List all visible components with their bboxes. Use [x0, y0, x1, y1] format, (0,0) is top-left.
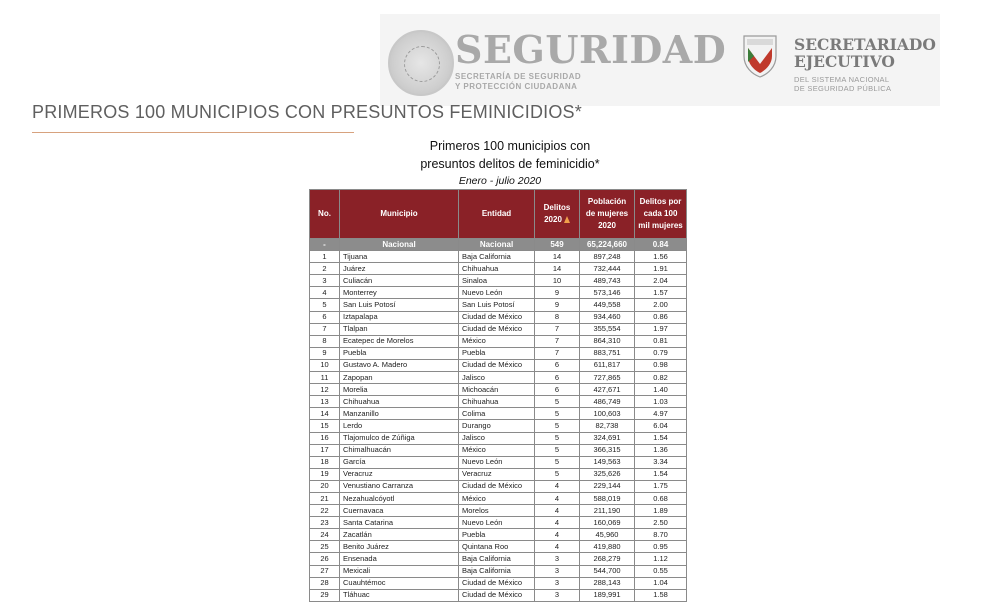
cell-no: 24 [310, 529, 340, 541]
cell-poblacion: 427,671 [580, 384, 635, 396]
cell-entidad: Baja California [459, 251, 535, 263]
table-row [310, 480, 687, 492]
cell-tasa: 1.57 [635, 287, 687, 299]
cell-municipio: Tijuana [340, 251, 459, 263]
table-row [310, 372, 687, 384]
cell-tasa: 8.70 [635, 529, 687, 541]
cell-tasa: 1.97 [635, 323, 687, 335]
cell-entidad: Jalisco [459, 432, 535, 444]
cell-entidad: Sinaloa [459, 275, 535, 287]
cell-delitos: 14 [535, 251, 580, 263]
cell-tasa: 1.03 [635, 396, 687, 408]
cell-entidad: Veracruz [459, 468, 535, 480]
cell-entidad: Chihuahua [459, 396, 535, 408]
column-header-delitos [535, 190, 580, 239]
cell-poblacion: 588,019 [580, 492, 635, 504]
cell-municipio: Monterrey [340, 287, 459, 299]
cell-delitos: 4 [535, 492, 580, 504]
table-title-line-2: presuntos delitos de feminicidio* [420, 157, 600, 171]
table-row [310, 577, 687, 589]
table-row [310, 359, 687, 371]
cell-delitos: 6 [535, 372, 580, 384]
table-row [310, 420, 687, 432]
cell-tasa: 2.00 [635, 299, 687, 311]
cell-poblacion: 883,751 [580, 347, 635, 359]
cell-municipio: Cuernavaca [340, 505, 459, 517]
cell-delitos: 9 [535, 287, 580, 299]
cell-entidad: Ciudad de México [459, 480, 535, 492]
cell-entidad: Puebla [459, 347, 535, 359]
table-header-row [310, 190, 687, 239]
cell-no: 21 [310, 492, 340, 504]
column-header-municipio: Municipio [340, 190, 459, 239]
cell-tasa: 1.58 [635, 589, 687, 601]
table-row [310, 323, 687, 335]
cell-delitos: 5 [535, 408, 580, 420]
table-row [310, 529, 687, 541]
cell-poblacion: 366,315 [580, 444, 635, 456]
cell-no: 29 [310, 589, 340, 601]
cell-municipio: Zapopan [340, 372, 459, 384]
secretariado-title-2: EJECUTIVO [794, 52, 895, 71]
cell-poblacion: 732,444 [580, 263, 635, 275]
column-header-poblacion: Población de mujeres 2020 [580, 190, 635, 239]
cell-tasa: 1.91 [635, 263, 687, 275]
cell-delitos: 3 [535, 577, 580, 589]
secretariado-subtitle-2: DE SEGURIDAD PÚBLICA [794, 84, 892, 93]
table-row [310, 335, 687, 347]
cell-tasa: 0.79 [635, 347, 687, 359]
cell-no: 26 [310, 553, 340, 565]
cell-entidad: Quintana Roo [459, 541, 535, 553]
table-row [310, 553, 687, 565]
cell-delitos: 5 [535, 432, 580, 444]
cell-no: - [310, 239, 340, 251]
cell-no: 7 [310, 323, 340, 335]
cell-municipio: Juárez [340, 263, 459, 275]
cell-entidad: Morelos [459, 505, 535, 517]
table-row [310, 565, 687, 577]
cell-municipio: Iztapalapa [340, 311, 459, 323]
cell-delitos: 14 [535, 263, 580, 275]
cell-poblacion: 45,960 [580, 529, 635, 541]
cell-delitos: 4 [535, 480, 580, 492]
cell-no: 5 [310, 299, 340, 311]
cell-tasa: 1.56 [635, 251, 687, 263]
cell-tasa: 2.04 [635, 275, 687, 287]
table-row [310, 251, 687, 263]
cell-municipio: Lerdo [340, 420, 459, 432]
cell-poblacion: 268,279 [580, 553, 635, 565]
cell-delitos: 5 [535, 468, 580, 480]
municipios-table [309, 189, 687, 602]
cell-poblacion: 489,743 [580, 275, 635, 287]
table-row [310, 263, 687, 275]
cell-tasa: 1.04 [635, 577, 687, 589]
seguridad-logo-title: SEGURIDAD [455, 27, 727, 72]
table-row [310, 287, 687, 299]
cell-delitos: 6 [535, 384, 580, 396]
table-row [310, 444, 687, 456]
cell-poblacion: 864,310 [580, 335, 635, 347]
cell-no: 15 [310, 420, 340, 432]
table-row [310, 275, 687, 287]
cell-delitos: 5 [535, 396, 580, 408]
cell-tasa: 1.36 [635, 444, 687, 456]
table-title-line-1: Primeros 100 municipios con [429, 139, 591, 153]
cell-no: 18 [310, 456, 340, 468]
cell-delitos: 549 [535, 239, 580, 251]
cell-municipio: Cuauhtémoc [340, 577, 459, 589]
cell-entidad: Nuevo León [459, 456, 535, 468]
cell-poblacion: 211,190 [580, 505, 635, 517]
cell-no: 14 [310, 408, 340, 420]
title-underline [32, 132, 354, 133]
table-row [310, 517, 687, 529]
cell-entidad: San Luis Potosí [459, 299, 535, 311]
cell-poblacion: 325,626 [580, 468, 635, 480]
cell-poblacion: 100,603 [580, 408, 635, 420]
cell-entidad: Baja California [459, 553, 535, 565]
cell-municipio: Nacional [340, 239, 459, 251]
cell-no: 3 [310, 275, 340, 287]
cell-municipio: Manzanillo [340, 408, 459, 420]
column-header-tasa: Delitos por cada 100 mil mujeres [635, 190, 687, 239]
secretariado-subtitle-1: DEL SISTEMA NACIONAL [794, 75, 890, 84]
cell-delitos: 3 [535, 589, 580, 601]
cell-municipio: Tlajomulco de Zúñiga [340, 432, 459, 444]
cell-delitos: 7 [535, 347, 580, 359]
table-row [310, 396, 687, 408]
cell-delitos: 8 [535, 311, 580, 323]
cell-tasa: 1.54 [635, 432, 687, 444]
cell-tasa: 1.75 [635, 480, 687, 492]
cell-no: 27 [310, 565, 340, 577]
cell-no: 6 [310, 311, 340, 323]
cell-entidad: Nuevo León [459, 287, 535, 299]
cell-delitos: 4 [535, 529, 580, 541]
cell-tasa: 1.89 [635, 505, 687, 517]
cell-delitos: 7 [535, 323, 580, 335]
cell-no: 10 [310, 359, 340, 371]
table-row [310, 505, 687, 517]
table-period: Enero - julio 2020 [458, 175, 542, 187]
cell-delitos: 5 [535, 456, 580, 468]
seguridad-logo-subtitle-2: Y PROTECCIÓN CIUDADANA [455, 82, 578, 91]
cell-entidad: Durango [459, 420, 535, 432]
cell-tasa: 0.98 [635, 359, 687, 371]
cell-delitos: 7 [535, 335, 580, 347]
cell-municipio: Puebla [340, 347, 459, 359]
cell-municipio: Benito Juárez [340, 541, 459, 553]
cell-municipio: Zacatlán [340, 529, 459, 541]
cell-no: 20 [310, 480, 340, 492]
table-row [310, 432, 687, 444]
cell-poblacion: 486,749 [580, 396, 635, 408]
cell-entidad: Ciudad de México [459, 359, 535, 371]
cell-no: 4 [310, 287, 340, 299]
cell-tasa: 0.82 [635, 372, 687, 384]
cell-entidad: Puebla [459, 529, 535, 541]
column-header-delitos-label: Delitos 2020 [543, 203, 571, 224]
cell-poblacion: 449,558 [580, 299, 635, 311]
table-row [310, 311, 687, 323]
cell-municipio: Tlalpan [340, 323, 459, 335]
national-total-row [310, 239, 687, 251]
cell-poblacion: 727,865 [580, 372, 635, 384]
cell-entidad: Ciudad de México [459, 577, 535, 589]
cell-entidad: México [459, 335, 535, 347]
cell-municipio: Venustiano Carranza [340, 480, 459, 492]
cell-no: 17 [310, 444, 340, 456]
cell-tasa: 1.12 [635, 553, 687, 565]
cell-tasa: 0.68 [635, 492, 687, 504]
cell-no: 13 [310, 396, 340, 408]
table-row [310, 468, 687, 480]
cell-no: 9 [310, 347, 340, 359]
cell-tasa: 0.95 [635, 541, 687, 553]
table-row [310, 408, 687, 420]
cell-tasa: 0.84 [635, 239, 687, 251]
cell-municipio: Tláhuac [340, 589, 459, 601]
cell-delitos: 5 [535, 444, 580, 456]
cell-municipio: Morelia [340, 384, 459, 396]
cell-entidad: Nacional [459, 239, 535, 251]
cell-municipio: San Luis Potosí [340, 299, 459, 311]
arrow-up-icon [564, 216, 570, 223]
cell-entidad: Ciudad de México [459, 323, 535, 335]
cell-municipio: Chihuahua [340, 396, 459, 408]
cell-no: 23 [310, 517, 340, 529]
cell-municipio: Culiacán [340, 275, 459, 287]
column-header-no: No. [310, 190, 340, 239]
secretariado-shield-icon [742, 34, 778, 78]
cell-poblacion: 65,224,660 [580, 239, 635, 251]
cell-entidad: México [459, 492, 535, 504]
cell-poblacion: 934,460 [580, 311, 635, 323]
cell-delitos: 3 [535, 565, 580, 577]
cell-tasa: 4.97 [635, 408, 687, 420]
cell-entidad: Baja California [459, 565, 535, 577]
cell-delitos: 5 [535, 420, 580, 432]
cell-no: 1 [310, 251, 340, 263]
cell-delitos: 4 [535, 541, 580, 553]
cell-poblacion: 573,146 [580, 287, 635, 299]
table-row [310, 541, 687, 553]
cell-municipio: Ensenada [340, 553, 459, 565]
cell-tasa: 1.54 [635, 468, 687, 480]
cell-no: 16 [310, 432, 340, 444]
cell-no: 2 [310, 263, 340, 275]
cell-entidad: Nuevo León [459, 517, 535, 529]
cell-municipio: Veracruz [340, 468, 459, 480]
table-row [310, 456, 687, 468]
cell-tasa: 0.81 [635, 335, 687, 347]
table-row [310, 492, 687, 504]
cell-entidad: México [459, 444, 535, 456]
cell-municipio: Mexicali [340, 565, 459, 577]
cell-poblacion: 324,691 [580, 432, 635, 444]
cell-delitos: 6 [535, 359, 580, 371]
cell-tasa: 1.40 [635, 384, 687, 396]
cell-delitos: 4 [535, 517, 580, 529]
cell-poblacion: 82,738 [580, 420, 635, 432]
cell-poblacion: 897,248 [580, 251, 635, 263]
cell-delitos: 3 [535, 553, 580, 565]
cell-poblacion: 189,991 [580, 589, 635, 601]
cell-tasa: 0.86 [635, 311, 687, 323]
national-seal-icon [388, 30, 454, 96]
cell-no: 11 [310, 372, 340, 384]
cell-entidad: Ciudad de México [459, 311, 535, 323]
cell-entidad: Chihuahua [459, 263, 535, 275]
cell-poblacion: 611,817 [580, 359, 635, 371]
cell-delitos: 4 [535, 505, 580, 517]
cell-tasa: 0.55 [635, 565, 687, 577]
cell-delitos: 10 [535, 275, 580, 287]
cell-municipio: Ecatepec de Morelos [340, 335, 459, 347]
cell-entidad: Jalisco [459, 372, 535, 384]
cell-poblacion: 355,554 [580, 323, 635, 335]
cell-tasa: 3.34 [635, 456, 687, 468]
cell-poblacion: 229,144 [580, 480, 635, 492]
cell-no: 19 [310, 468, 340, 480]
page-title: PRIMEROS 100 MUNICIPIOS CON PRESUNTOS FEMINICIDIOS* [32, 102, 582, 122]
cell-poblacion: 288,143 [580, 577, 635, 589]
cell-no: 28 [310, 577, 340, 589]
cell-poblacion: 160,069 [580, 517, 635, 529]
cell-no: 25 [310, 541, 340, 553]
cell-tasa: 6.04 [635, 420, 687, 432]
table-row [310, 589, 687, 601]
seguridad-logo-subtitle-1: SECRETARÍA DE SEGURIDAD [455, 72, 582, 81]
cell-municipio: García [340, 456, 459, 468]
cell-no: 8 [310, 335, 340, 347]
cell-municipio: Chimalhuacán [340, 444, 459, 456]
cell-no: 12 [310, 384, 340, 396]
cell-municipio: Nezahualcóyotl [340, 492, 459, 504]
cell-entidad: Colima [459, 408, 535, 420]
table-row [310, 299, 687, 311]
cell-municipio: Gustavo A. Madero [340, 359, 459, 371]
column-header-entidad: Entidad [459, 190, 535, 239]
cell-no: 22 [310, 505, 340, 517]
table-row [310, 384, 687, 396]
cell-poblacion: 544,700 [580, 565, 635, 577]
table-row [310, 347, 687, 359]
cell-poblacion: 149,563 [580, 456, 635, 468]
cell-entidad: Ciudad de México [459, 589, 535, 601]
secretariado-title-1: SECRETARIADO [794, 35, 936, 54]
cell-municipio: Santa Catarina [340, 517, 459, 529]
cell-delitos: 9 [535, 299, 580, 311]
cell-tasa: 2.50 [635, 517, 687, 529]
cell-entidad: Michoacán [459, 384, 535, 396]
cell-poblacion: 419,880 [580, 541, 635, 553]
